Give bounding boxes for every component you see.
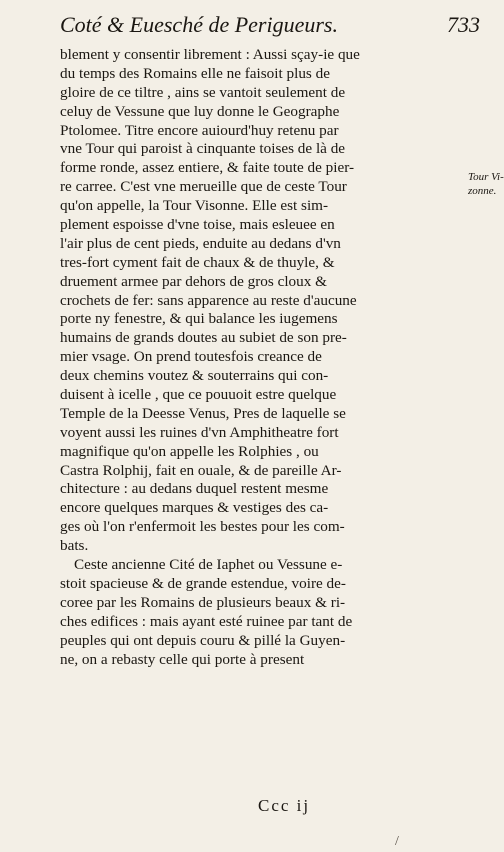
text-line: blement y consentir librement : Aussi sçay-ie que [60,46,360,63]
text-line: deux chemins voutez & souterrains qui con- [60,367,329,385]
text-line: re carree. C'est vne merueille que de ceste Tour [60,178,347,196]
text-line: porte ny fenestre, & qui balance les iugemens [60,310,338,328]
margin-note-line: Tour Vi- [468,171,504,183]
text-line: Temple de la Deesse Venus, Pres de laquelle se [60,404,346,422]
text-line: ches edifices : mais ayant esté ruinee par tant de [60,612,353,630]
text-line: gloire de ce tiltre , ains se vantoit seulement de [60,83,346,101]
text-line: peuples qui ont depuis couru & pillé la Guyen- [60,631,346,649]
margin-note-line: zonne. [468,185,497,197]
text-line: Castra Rolphij, fait en ouale, & de pareille Ar- [60,461,342,479]
text-line: l'air plus de cent pieds, enduite au dedans d'vn [60,234,341,252]
text-line: magnifique qu'on appelle les Rolphies , ou [60,442,319,460]
text-line: chitecture : au dedans duquel restent mesme [60,480,329,498]
text-line: forme ronde, assez entiere, & faite toute de pier- [60,159,355,177]
page-number: 733 [447,12,480,37]
text-line: mier vsage. On prend toutesfois creance de [60,348,322,366]
paragraph-start-line: Ceste ancienne Cité de Iaphet ou Vessune e- [74,556,343,574]
running-title: Coté & Euesché de Perigueurs. [60,12,338,37]
text-line: encore quelques marques & vestiges des ca- [60,499,329,517]
text-line: Ptolomee. Titre encore auiourd'huy retenu par [60,121,339,139]
stray-mark: / [395,834,399,849]
text-line: duisent à icelle , que ce pouuoit estre quelque [60,386,337,404]
running-header [60,12,480,42]
text-line: qu'on appelle, la Tour Visonne. Elle est sim- [60,197,329,215]
signature-mark: Ccc ij [258,796,311,815]
margin-note [468,170,504,198]
text-line: humains de grands doutes au subiet de son pre- [60,329,347,347]
text-line: ges où l'on r'enfermoit les bestes pour les com- [60,518,345,536]
text-line: bats. [60,537,89,555]
text-line: du temps des Romains elle ne faisoit plus de [60,64,330,82]
text-line: vne Tour qui paroist à cinquante toises de là de [60,140,346,158]
text-line: plement espoisse d'vne toise, mais esleuee en [60,216,335,234]
text-line: coree par les Romains de plusieurs beaux & ri- [60,593,346,611]
text-line: stoit spacieuse & de grande estendue, voire de- [60,574,346,592]
text-line: celuy de Vessune que luy donne le Geographe [60,102,340,120]
text-line: ne, on a rebasty celle qui porte à present [60,650,305,668]
text-line: tres-fort cyment fait de chaux & de thuyle, & [60,253,335,271]
text-line: druement armee par dehors de gros cloux & [60,272,327,290]
text-line: voyent aussi les ruines d'vn Amphitheatre fort [60,423,339,441]
text-body [60,46,470,669]
text-line: crochets de fer: sans apparence au reste d'aucune [60,291,357,309]
